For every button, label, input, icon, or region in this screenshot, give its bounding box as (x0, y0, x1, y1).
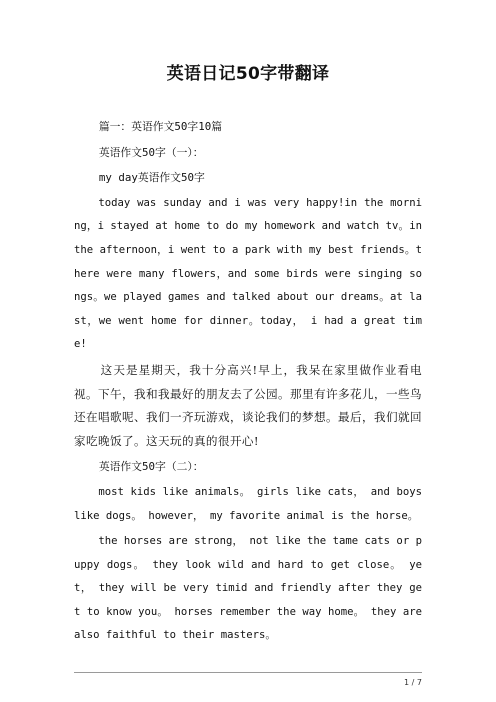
english-paragraph-3: the horses are strong， not like the tame cats or puppy dogs。 they look wild and hard to get close。 yet， they will be very timid and friendly after they get to know you。 horses remember the way home。 they are also faithful to their masters。 (74, 535, 422, 642)
english-paragraph-2: most kids like animals。 girls like cats， and boys like dogs。 however， my favorite animal is the horse。 (74, 485, 422, 522)
page-number: 1 / 7 (404, 678, 422, 687)
chinese-translation-1: 这天是星期天，我十分高兴!早上，我呆在家里做作业看电视。下午，我和我最好的朋友去了公园。那里有许多花儿，一些鸟还在唱歌呢、我们一齐玩游戏，谈论我们的梦想。最后，我们就回家吃晚饭了。这天玩的真的很开心! (74, 362, 422, 448)
section-heading: 篇一：英语作文50字10篇 (98, 120, 223, 133)
document-body (74, 115, 422, 650)
footer-divider (74, 672, 422, 673)
essay-subtitle: my day英语作文50字 (98, 171, 205, 185)
document-title: 英语日记50字带翻译 (166, 64, 330, 84)
essay-heading-2: 英语作文50字（二）： (98, 460, 204, 474)
english-paragraph-1: today was sunday and i was very happy!in the morning，i stayed at home to do my homework and watch tv。in the afternoon，i went to a park with my best friends。there were many flowers，and some birds were singing songs。we played games and talked about our dreams。at last，we went home for dinner。today， i had a great time! (74, 196, 422, 351)
essay-heading-1: 英语作文50字（一）： (98, 145, 204, 159)
